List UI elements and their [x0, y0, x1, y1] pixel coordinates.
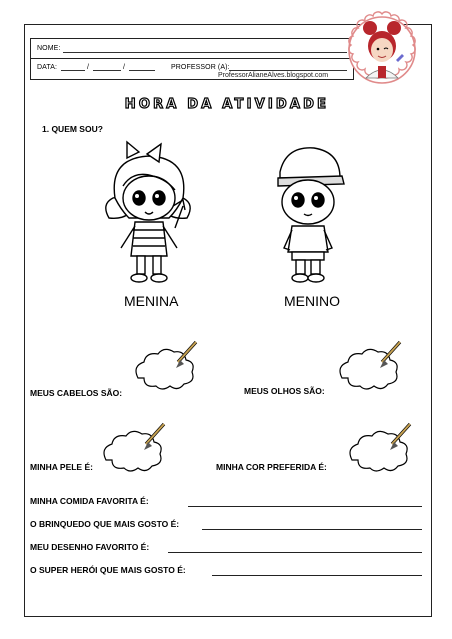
desenho-label: MEU DESENHO FAVORITO É:: [30, 542, 150, 552]
desenho-answer-line[interactable]: [168, 552, 422, 553]
boy-illustration: [268, 140, 348, 285]
boy-label: MENINO: [284, 293, 340, 309]
paint-cloud-cabelos[interactable]: [132, 336, 206, 394]
brinquedo-answer-line[interactable]: [202, 529, 422, 530]
cabelos-label: MEUS CABELOS SÃO:: [30, 388, 123, 398]
paint-cloud-cor[interactable]: [346, 418, 420, 476]
brinquedo-label: O BRINQUEDO QUE MAIS GOSTO É:: [30, 519, 180, 529]
paint-cloud-pele[interactable]: [100, 418, 174, 476]
comida-label: MINHA COMIDA FAVORITA É:: [30, 496, 149, 506]
pele-label: MINHA PELE É:: [30, 462, 93, 472]
girl-label: MENINA: [124, 293, 179, 309]
question-label: 1. QUEM SOU?: [42, 124, 103, 134]
data-month-field[interactable]: [93, 63, 121, 71]
professor-label: PROFESSOR (A):: [171, 64, 230, 71]
heroi-answer-line[interactable]: [212, 575, 422, 576]
data-day-field[interactable]: [61, 63, 85, 71]
heroi-label: O SUPER HERÓI QUE MAIS GOSTO É:: [30, 565, 186, 575]
page-title: HORA DA ATIVIDADE: [124, 96, 330, 112]
data-slash: /: [123, 64, 126, 71]
header-divider: [31, 58, 353, 59]
data-slash: /: [87, 64, 90, 71]
cor-label: MINHA COR PREFERIDA É:: [216, 462, 327, 472]
nome-label: NOME:: [37, 45, 61, 52]
paint-cloud-olhos[interactable]: [336, 336, 410, 394]
olhos-label: MEUS OLHOS SÃO:: [244, 386, 325, 396]
data-label: DATA:: [37, 64, 58, 71]
teacher-avatar-logo: [340, 8, 424, 92]
professor-field[interactable]: [229, 63, 347, 71]
comida-answer-line[interactable]: [188, 506, 422, 507]
girl-illustration: [95, 140, 205, 285]
blog-url: ProfessorAlianeAlves.blogspot.com: [218, 72, 329, 79]
data-year-field[interactable]: [129, 63, 155, 71]
nome-field[interactable]: [63, 45, 347, 53]
